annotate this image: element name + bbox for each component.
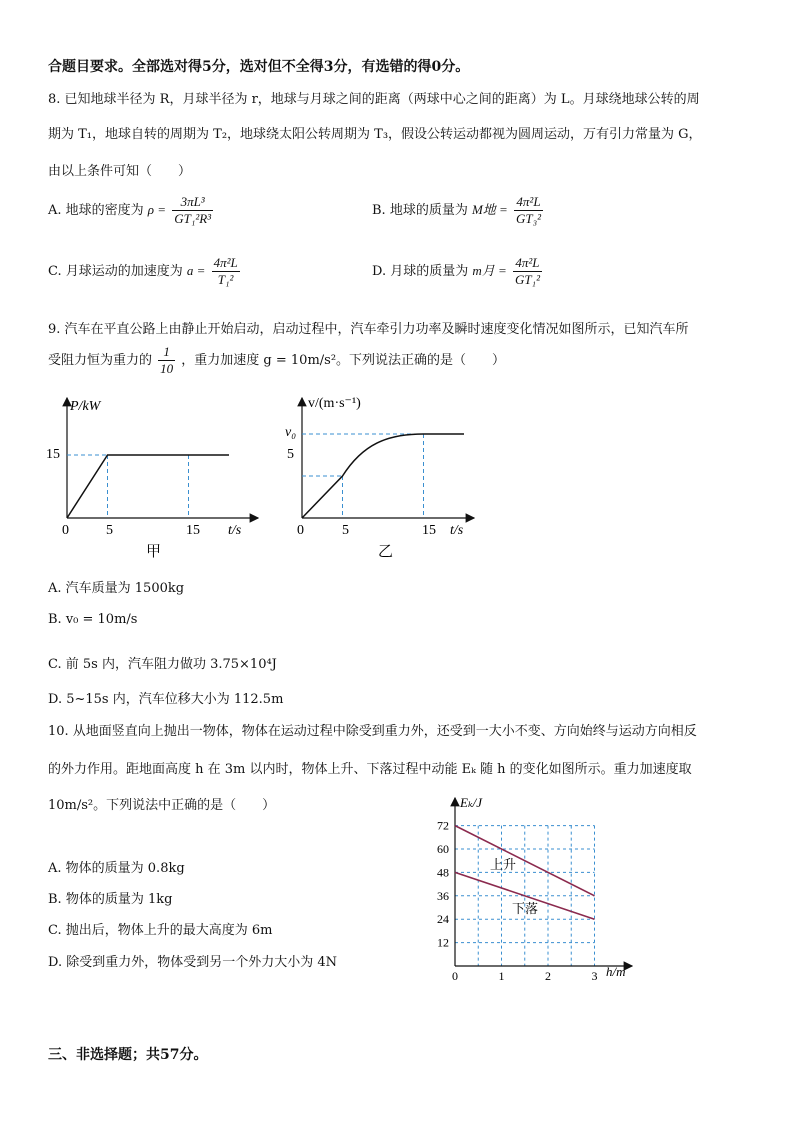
q8-option-d-lhs: m月 = <box>472 263 507 278</box>
q8-option-c-lhs: a = <box>186 263 206 278</box>
chart-jia-ylabel: P/kW <box>70 399 101 414</box>
q9-fraction-num: 1 <box>158 344 175 361</box>
q9-option-c: C. 前 5s 内，汽车阻力做功 3.75×10⁴J <box>48 657 277 672</box>
chart-jia-title: 甲 <box>146 544 162 560</box>
q8-option-d-num: 4π²L <box>513 255 542 272</box>
q8-stem-line2: 期为 T₁，地球自转的周期为 T₂，地球绕太阳公转周期为 T₃，假设公转运动都视为圆周运动，万有引力常量为 G， <box>48 127 702 142</box>
chart-yi-xtick-15: 15 <box>422 523 436 538</box>
chart-jia-xlabel: t/s <box>228 523 242 538</box>
chart-ek-series-label-fall: 下落 <box>512 901 539 916</box>
q9-stem-line2-pre: 受阻力恒为重力的 <box>48 353 153 368</box>
chart-ek-xlabel: h/m <box>606 964 626 979</box>
chart-ek-xtick: 0 <box>452 969 458 983</box>
chart-yi-ytick-v0: v₀ <box>285 425 297 440</box>
q10-option-a: A. 物体的质量为 0.8kg <box>48 861 185 876</box>
q8-option-c-fraction <box>212 255 240 288</box>
q9-option-a: A. 汽车质量为 1500kg <box>48 581 185 596</box>
chart-yi-xtick-5: 5 <box>342 523 349 538</box>
q8-stem-line3: 由以上条件可知（ ） <box>48 164 192 179</box>
q10-option-d: D. 除受到重力外，物体受到另一个外力大小为 4N <box>48 955 338 970</box>
chart-jia-ytick-15: 15 <box>46 447 60 462</box>
chart-yi-xlabel: t/s <box>450 523 464 538</box>
q8-option-a-fraction <box>172 194 213 227</box>
section-3-title: 三、非选择题；共57分。 <box>48 1047 208 1063</box>
q8-option-b <box>372 194 545 227</box>
chart-ek-ylabel: Eₖ/J <box>460 795 483 810</box>
chart-ek-series-label-rise: 上升 <box>490 857 517 872</box>
chart-power-vs-time <box>40 390 270 565</box>
chart-ek-xtick: 1 <box>498 969 505 983</box>
chart-jia-origin: 0 <box>62 523 69 538</box>
q8-option-a <box>48 194 215 227</box>
chart-kinetic-energy-vs-height <box>420 790 645 985</box>
q10-stem-line3: 10m/s²。下列说法中正确的是（ ） <box>48 798 276 813</box>
chart-yi-ylabel: v/(m·s⁻¹) <box>308 396 361 411</box>
q10-stem-line1: 10. 从地面竖直向上抛出一物体，物体在运动过程中除受到重力外，还受到一大小不变、方向始终与运动方向相反 <box>48 724 697 739</box>
chart-ek-ytick: 60 <box>437 842 449 856</box>
chart-ek-series-rise <box>455 826 595 896</box>
q8-option-b-lhs: M地 = <box>471 202 508 217</box>
q9-option-b: B. v₀ = 10m/s <box>48 612 138 627</box>
chart-yi-title: 乙 <box>378 544 394 560</box>
chart-ek-ytick: 24 <box>437 912 449 927</box>
q10-option-c: C. 抛出后，物体上升的最大高度为 6m <box>48 923 273 938</box>
q8-option-a-label: A. 地球的密度为 <box>48 203 144 218</box>
q8-stem-line1: 8. 已知地球半径为 R，月球半径为 r，地球与月球之间的距离（两球中心之间的距离）为 L。月球绕地球公转的周 <box>48 92 700 107</box>
chart-velocity-vs-time <box>278 390 478 565</box>
q9-fraction <box>158 344 175 377</box>
q8-option-c-den: T₁² <box>217 272 234 287</box>
chart-yi-ytick-5: 5 <box>287 447 294 462</box>
chart-ek-ytick: 72 <box>437 818 449 833</box>
q8-option-b-den: GT₃² <box>515 211 542 226</box>
chart-ek-ytick: 48 <box>437 865 449 880</box>
q9-option-d: D. 5~15s 内，汽车位移大小为 112.5m <box>48 692 284 707</box>
q8-option-a-num: 3πL³ <box>172 194 213 211</box>
q8-option-d-fraction <box>513 255 542 288</box>
chart-jia-xtick-15: 15 <box>186 523 200 538</box>
q8-option-d <box>372 255 544 288</box>
q8-option-a-den: GT₁²R³ <box>174 211 212 226</box>
chart-yi-origin: 0 <box>297 523 304 538</box>
chart-jia-series-line <box>67 455 229 518</box>
q8-option-c-label: C. 月球运动的加速度为 <box>48 264 183 279</box>
q8-option-b-num: 4π²L <box>514 194 543 211</box>
q9-stem-line1: 9. 汽车在平直公路上由静止开始启动，启动过程中，汽车牵引力功率及瞬时速度变化情况如图所示，已知汽车所 <box>48 322 689 337</box>
q8-option-a-lhs: ρ = <box>147 202 167 217</box>
chart-ek-xtick: 2 <box>545 969 551 983</box>
chart-jia-xtick-5: 5 <box>106 523 113 538</box>
section-instruction: 合题目要求。全部选对得5分，选对但不全得3分，有选错的得0分。 <box>48 59 470 75</box>
q8-option-c <box>48 255 242 288</box>
q9-fraction-den: 10 <box>160 361 174 376</box>
q8-option-c-num: 4π²L <box>213 255 238 270</box>
q9-stem-line2-post: ，重力加速度 g = 10m/s²。下列说法正确的是（ ） <box>181 353 506 368</box>
q10-option-b: B. 物体的质量为 1kg <box>48 892 173 907</box>
chart-ek-ytick: 36 <box>437 888 449 903</box>
q9-stem-line2 <box>48 344 505 377</box>
q8-option-d-den: GT₁² <box>514 272 540 287</box>
chart-ek-ytick: 12 <box>437 935 449 950</box>
q8-option-d-label: D. 月球的质量为 <box>372 264 469 279</box>
q8-option-b-label: B. 地球的质量为 <box>372 203 468 218</box>
chart-ek-xtick: 3 <box>591 969 598 983</box>
q8-option-b-fraction <box>514 194 543 227</box>
q10-stem-line2: 的外力作用。距地面高度 h 在 3m 以内时，物体上升、下落过程中动能 Eₖ 随 h 的变化如图所示。重力加速度取 <box>48 762 692 777</box>
